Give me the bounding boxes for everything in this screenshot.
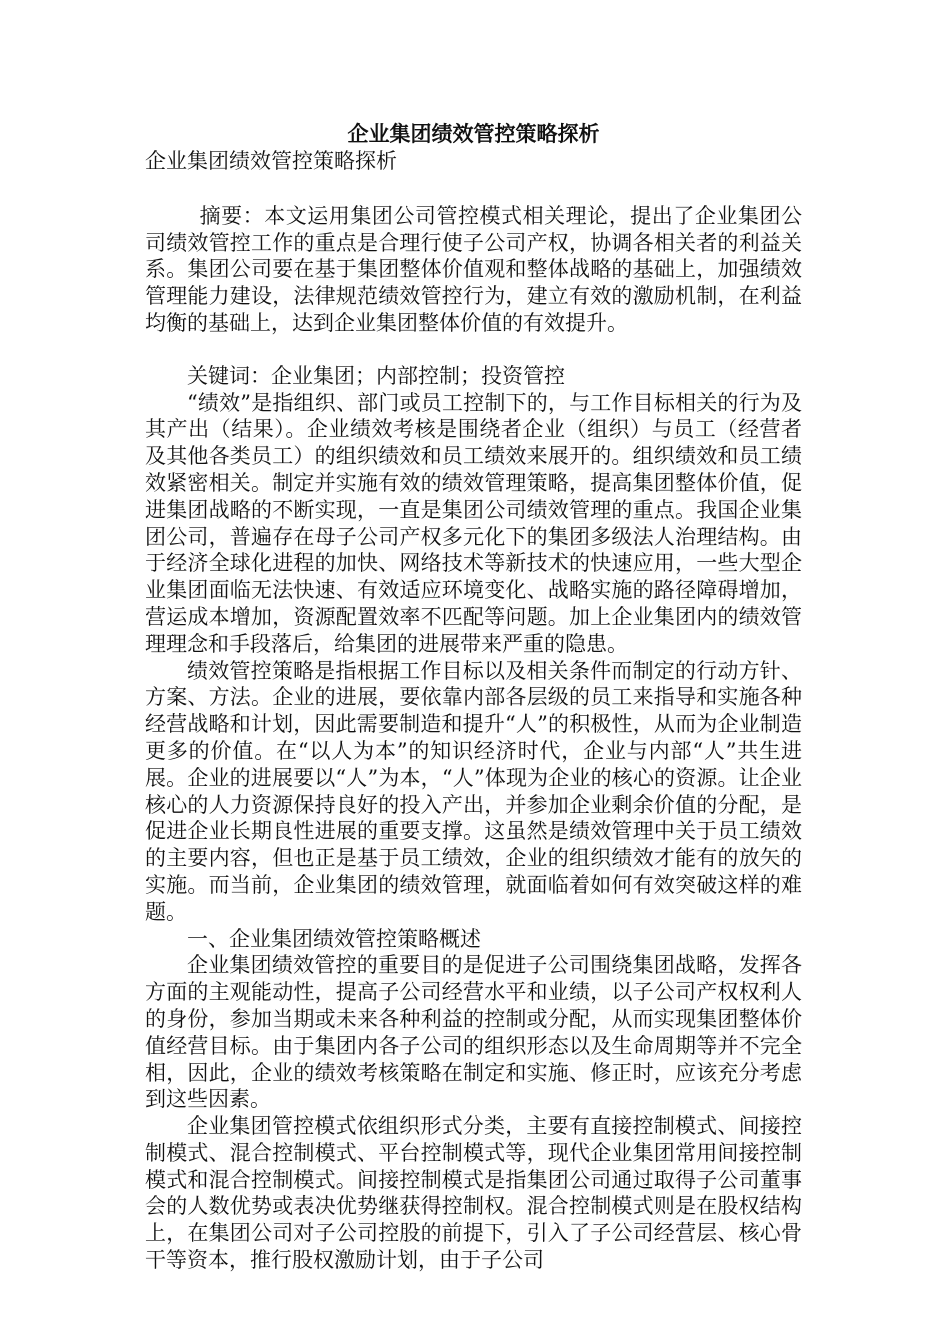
document-body — [145, 120, 802, 1274]
abstract-paragraph: 摘要：本文运用集团公司管控模式相关理论，提出了企业集团公司绩效管控工作的重点是合理行使子公司产权，协调各相关者的利益关系。集团公司要在基于集团整体价值观和整体战略的基础上，加强绩效管理能力建设，法律规范绩效管控行为，建立有效的激励机制，在利益均衡的基础上，达到企业集团整体价值的有效提升。 — [145, 203, 802, 335]
document-title: 企业集团绩效管控策略探析 — [347, 121, 600, 146]
keywords-line: 关键词：企业集团；内部控制；投资管控 — [187, 363, 565, 388]
body-paragraph-2: 绩效管控策略是指根据工作目标以及相关条件而制定的行动方针、方案、方法。企业的进展，要依靠内部各层级的员工来指导和实施各种经营战略和计划，因此需要制造和提升“人”的积极性，从而为企业制造更多的价值。在“以人为本”的知识经济时代，企业与内部“人”共生进展。企业的进展要以“人”为本，“人”体现为企业的核心的资源。让企业核心的人力资源保持良好的投入产出，并参加企业剩余价值的分配，是促进企业长期良性进展的重要支撑。这虽然是绩效管理中关于员工绩效的主要内容，但也正是基于员工绩效，企业的组织绩效才能有的放矢的实施。而当前，企业集团的绩效管理，就面临着如何有效突破这样的难题。 — [145, 658, 802, 924]
section-heading-1: 一、企业集团绩效管控策略概述 — [187, 926, 481, 951]
body-paragraph-3: 企业集团绩效管控的重要目的是促进子公司围绕集团战略，发挥各方面的主观能动性，提高子公司经营水平和业绩，以子公司产权权利人的身份，参加当期或未来各种利益的控制或分配，从而实现集团整体价值经营目标。由于集团内各子公司的组织形态以及生命周期等并不完全相，因此，企业的绩效考核策略在制定和实施、修正时，应该充分考虑到这些因素。 — [145, 953, 802, 1112]
body-paragraph-1: “绩效”是指组织、部门或员工控制下的，与工作目标相关的行为及其产出（结果）。企业绩效考核是围绕者企业（组织）与员工（经营者及其他各类员工）的组织绩效和员工绩效来展开的。组织绩效和员工绩效紧密相关。制定并实施有效的绩效管理策略，提高集团整体价值，促进集团战略的不断实现，一直是集团公司绩效管理的重点。我国企业集团公司，普遍存在母子公司产权多元化下的集团多级法人治理结构。由于经济全球化进程的加快、网络技术等新技术的快速应用，一些大型企业集团面临无法快速、有效适应环境变化、战略实施的路径障碍增加，营运成本增加，资源配置效率不匹配等问题。加上企业集团内的绩效管理理念和手段落后，给集团的进展带来严重的隐患。 — [145, 390, 802, 656]
body-paragraph-4: 企业集团管控模式依组织形式分类，主要有直接控制模式、间接控制模式、混合控制模式、平台控制模式等，现代企业集团常用间接控制模式和混合控制模式。间接控制模式是指集团公司通过取得子公司董事会的人数优势或表决优势继获得控制权。混合控制模式则是在股权结构上，在集团公司对子公司控股的前提下，引入了子公司经营层、核心骨干等资本，推行股权激励计划，由于子公司 — [145, 1114, 802, 1273]
document-subtitle: 企业集团绩效管控策略探析 — [145, 149, 397, 173]
